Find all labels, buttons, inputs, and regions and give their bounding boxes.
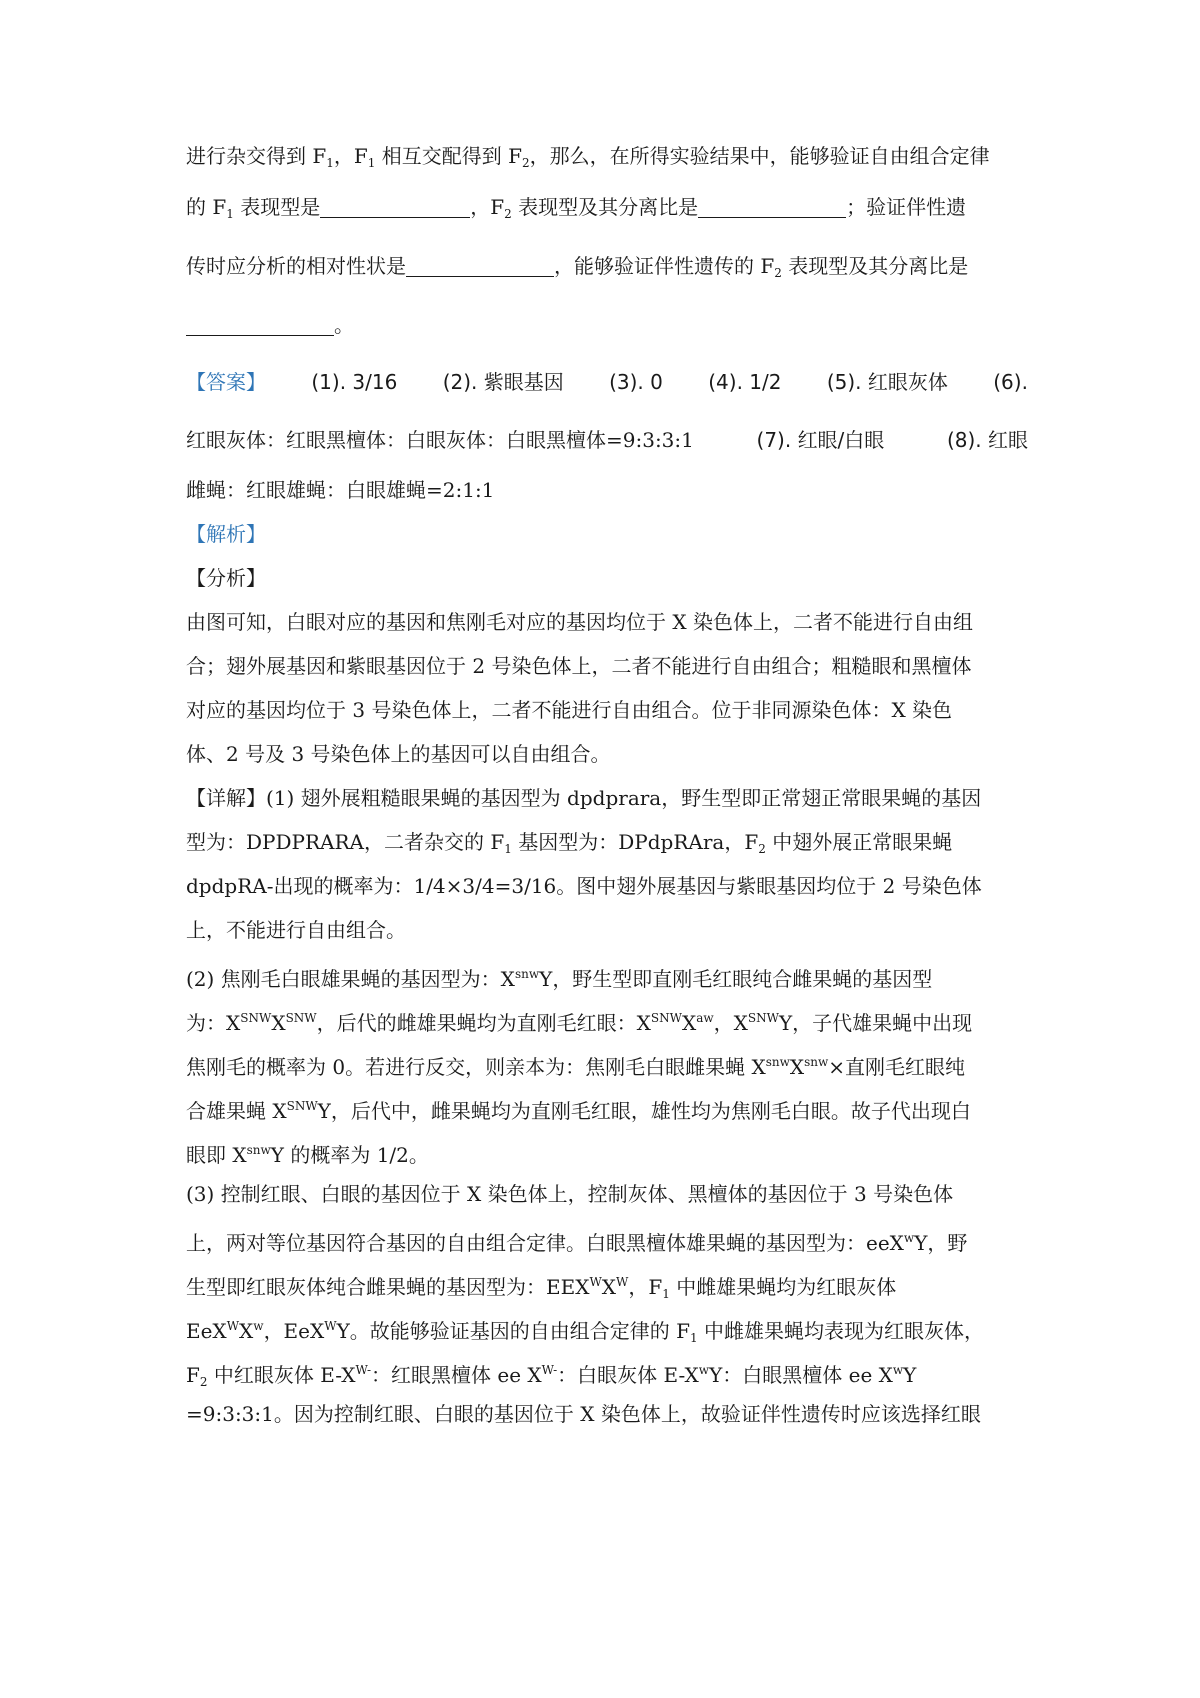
answer-item-3: (3). 0 [609, 370, 663, 394]
detail-3-line-3: 生型即红眼灰体纯合雌果蝇的基因型为：$EEX^WX^W$，$F_1$ 中雌雄果蝇均为红眼灰体 [186, 1275, 897, 1301]
answer-item-7: (7). 红眼/白眼 [756, 428, 885, 452]
question-line-3: 传时应分析的相对性状是 ，能够验证伴性遗传的 $F_2$ 表现型及其分离比是 [186, 254, 969, 280]
answer-blank-2 [698, 197, 846, 218]
detail-2-line-4: 合雄果蝇 $X^{SNW}Y$，后代中，雌果蝇均为直刚毛红眼，雄性均为焦刚毛白眼。故子代出现白 [186, 1099, 971, 1123]
detail-2-line-2: 为：$X^{SNW}X^{SNW}$，后代的雌雄果蝇均为直刚毛红眼：$X^{SNW}X^{aw}$，$X^{SNW}Y$，子代雄果蝇中出现 [186, 1011, 973, 1035]
detail-3-line-1: (3) 控制红眼、白眼的基因位于 X 染色体上，控制灰体、黑檀体的基因位于 3 号染色体 [186, 1182, 954, 1206]
answer-line-2: 红眼灰体：红眼黑檀体：白眼灰体：白眼黑檀体=9:3:3:1 (7). 红眼/白眼 (8). 红眼 [186, 428, 1028, 452]
answer-tag: 【答案】 [186, 370, 266, 394]
detail-3-line-6: =9:3:3:1。因为控制红眼、白眼的基因位于 X 染色体上，故验证伴性遗传时应该选择红眼 [186, 1402, 981, 1426]
detail-3-line-2: 上，两对等位基因符合基因的自由组合定律。白眼黑檀体雄果蝇的基因型为：eeX$^w$Y，野 [186, 1231, 968, 1255]
analysis-subheading: 【分析】 [186, 566, 266, 590]
detail-3-line-5: $F_2$ 中红眼灰体 $E-X^{W-}$：红眼黑檀体 ee $X^{W-}$：白眼灰体 $E-X^wY$：白眼黑檀体 ee $X^wY$ [186, 1363, 917, 1389]
answer-blank-4 [186, 315, 334, 336]
answer-blank-1 [320, 197, 470, 218]
detail-1-line-2: 型为：DPDPRARA，二者杂交的 $F_1$ 基因型为：DPdpRAra，$F_2$ 中翅外展正常眼果蝇 [186, 830, 953, 856]
detail-1-line-1: 【详解】(1) 翅外展粗糙眼果蝇的基因型为 dpdprara，野生型即正常翅正常眼果蝇的基因 [186, 786, 982, 810]
detail-2-line-5: 眼即 $X^{snw}Y$ 的概率为 1/2。 [186, 1143, 429, 1167]
answer-line-1 [186, 370, 1028, 394]
answer-blank-3 [406, 256, 554, 277]
answer-item-2: (2). 紫眼基因 [442, 370, 564, 394]
detail-3-line-4: $EeX^WX^w$，EeX$^W$Y。故能够验证基因的自由组合定律的 $F_1$ 中雌雄果蝇均表现为红眼灰体， [186, 1319, 985, 1345]
analysis-tag: 【解析】 [186, 522, 266, 546]
question-line-2: 的 $F_1$ 表现型是 ，$F_2$ 表现型及其分离比是 ；验证伴性遗 [186, 195, 967, 221]
detail-1-line-4: 上，不能进行自由组合。 [186, 918, 406, 942]
answer-item-5: (5). 红眼灰体 [826, 370, 948, 394]
answer-item-8: (8). 红眼 [946, 428, 1028, 452]
detail-2-line-3: 焦刚毛的概率为 0。若进行反交，则亲本为：焦刚毛白眼雌果蝇 $X^{snw}X^{snw}\times$直刚毛红眼纯 [186, 1055, 966, 1079]
answer-item-4: (4). 1/2 [708, 370, 782, 394]
question-line-4: 。 [186, 313, 354, 337]
answer-item-1: (1). 3/16 [311, 370, 398, 394]
analysis-line-2: 合；翅外展基因和紫眼基因位于 2 号染色体上，二者不能进行自由组合；粗糙眼和黑檀体 [186, 654, 972, 678]
answer-item-6: (6). [993, 370, 1028, 394]
analysis-line-1: 由图可知，白眼对应的基因和焦刚毛对应的基因均位于 X 染色体上，二者不能进行自由组 [186, 610, 973, 634]
detail-1-line-3: dpdpRA-出现的概率为：1/4×3/4=3/16。图中翅外展基因与紫眼基因均位于 2 号染色体 [186, 874, 982, 898]
detail-2-line-1: (2) 焦刚毛白眼雄果蝇的基因型为：$X^{snw}Y$，野生型即直刚毛红眼纯合雌果蝇的基因型 [186, 967, 933, 991]
analysis-line-3: 对应的基因均位于 3 号染色体上，二者不能进行自由组合。位于非同源染色体：X 染色 [186, 698, 953, 722]
question-line-1: 进行杂交得到 $F_1$，$F_1$ 相互交配得到 $F_2$，那么，在所得实验结果中，能够验证自由组合定律 [186, 144, 990, 170]
analysis-line-4: 体、2 号及 3 号染色体上的基因可以自由组合。 [186, 742, 611, 766]
answer-line-3: 雌蝇：红眼雄蝇：白眼雄蝇=2:1:1 [186, 478, 495, 502]
